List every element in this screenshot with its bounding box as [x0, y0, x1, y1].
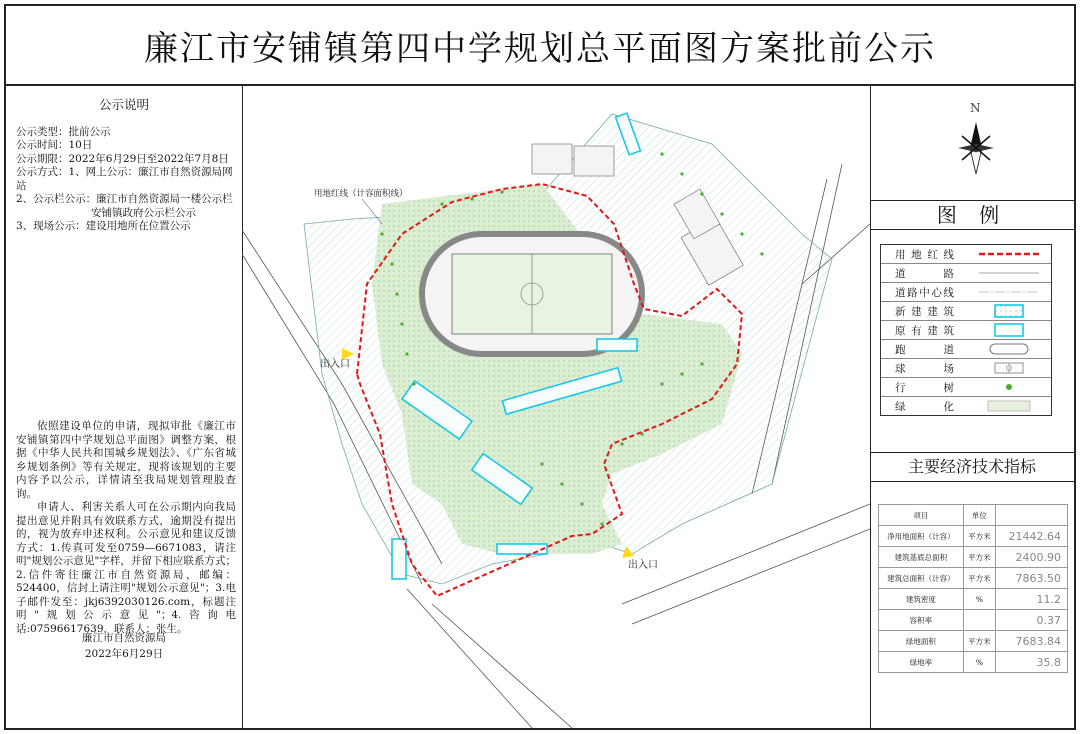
running-track: [422, 234, 642, 354]
indicator-unit: 平方米: [963, 526, 995, 547]
table-row: [879, 631, 1068, 652]
indicator-value: 7683.84: [996, 631, 1068, 652]
indicator-unit: 平方米: [963, 631, 995, 652]
north-arrow: [956, 100, 996, 180]
indicator-value: 11.2: [996, 589, 1068, 610]
notice-line: 公示期限：2022年6月29日至2022年7月8日: [16, 152, 229, 165]
indicator-name: 绿地率: [879, 652, 964, 673]
legend-row: [881, 321, 1051, 340]
entrance-bottom-label: 出入口: [628, 560, 658, 571]
legend-label: 道 路: [895, 267, 954, 280]
notice-heading: 公示说明: [98, 97, 149, 112]
indicator-name: 容积率: [879, 610, 964, 631]
notice-paragraph: 申请人、利害关系人可在公示期内向我局提出意见并附具有效联系方式，逾期没有提出的，视为放弃申述权利。公示意见和建议反馈方式：1.传真可发至0759—6671083，请注明"规划公示意见"字样，并留下相应联系方式；2.信件寄往廉江市自然资源局，邮编：524400，信封上请注明"规划公示意见"；3.电子邮件发至：jkj6392030126.com，标题注明"规划公示意见"；4.咨询电话:07596617639，联系人：张生。: [16, 501, 236, 635]
page-title: 廉江市安铺镇第四中学规划总平面图方案批前公示: [6, 6, 1074, 86]
indicator-name: 净用地面积（计容）: [879, 526, 964, 547]
notice-line: 公示类型：批前公示: [16, 125, 111, 138]
legend-label: 原有建筑: [895, 324, 954, 337]
table-row: [879, 610, 1068, 631]
indicator-value: 35.8: [996, 652, 1068, 673]
notice-list: [6, 126, 242, 234]
compass-icon: [956, 100, 996, 180]
site-plan-map: [242, 84, 871, 728]
indicator-name: 建筑总面积（计容）: [879, 568, 964, 589]
legend-label: 道路中心线: [895, 286, 954, 299]
legend-table: [880, 244, 1052, 416]
indicators-table: [878, 504, 1068, 673]
header-cell: [996, 505, 1068, 526]
indicator-value: 7863.50: [996, 568, 1068, 589]
indicator-value: 21442.64: [996, 526, 1068, 547]
header-cell: 项目: [879, 505, 964, 526]
track-symbol-icon: [989, 343, 1029, 355]
court-symbol-icon: [994, 362, 1024, 374]
table-row: [879, 652, 1068, 673]
notice-line: 公示方式：1、网上公示：廉江市自然资源局网站: [16, 166, 233, 192]
greenery-symbol-icon: [987, 400, 1031, 412]
table-row: [879, 526, 1068, 547]
legend-label: 跑 道: [895, 343, 954, 356]
legend-label: 行 树: [895, 381, 954, 394]
new-building-symbol-icon: [994, 304, 1024, 318]
notice-line: 安铺镇政府公示栏公示: [91, 206, 196, 219]
road-symbol-icon: [979, 270, 1039, 276]
legend-row: [881, 359, 1051, 378]
sheet-frame: [4, 4, 1076, 730]
table-row: [879, 568, 1068, 589]
redline-label: 用地红线（计容面积线）: [314, 189, 408, 199]
indicator-unit: 平方米: [963, 568, 995, 589]
indicators-title: 主要经济技术指标: [870, 452, 1074, 482]
redline-symbol-icon: [979, 251, 1039, 257]
legend-row: [881, 245, 1051, 264]
notice-line: 3、现场公示：建设用地所在位置公示: [16, 220, 191, 232]
legend-label: 新建建筑: [895, 305, 954, 318]
legend-label: 用地红线: [895, 248, 954, 261]
legend-label: 绿 化: [895, 400, 954, 413]
notice-line: 2、公示栏公示：廉江市自然资源局一楼公示栏: [16, 193, 233, 205]
table-header-row: [879, 505, 1068, 526]
indicator-value: 0.37: [996, 610, 1068, 631]
svg-text:N: N: [970, 101, 981, 115]
legend-panel: [870, 84, 1074, 728]
indicator-unit: %: [963, 589, 995, 610]
entrance-left-label: 出入口: [320, 359, 350, 370]
indicator-unit: 平方米: [963, 547, 995, 568]
notice-panel: [6, 84, 243, 728]
table-row: [879, 547, 1068, 568]
table-row: [879, 589, 1068, 610]
legend-title: 图 例: [870, 200, 1074, 230]
header-cell: 单位: [963, 505, 995, 526]
legend-row: [881, 283, 1051, 302]
site-plan-drawing: [242, 84, 870, 728]
indicator-unit: %: [963, 652, 995, 673]
notice-paragraph: 依照建设单位的申请，现拟审批《廉江市安铺镇第四中学规划总平面图》调整方案，根据《中华人民共和国城乡规划法》、《广东省城乡规划条例》等有关规定，现将该规划的主要内容予以公示，详情请至我局规划管理股查询。: [16, 420, 236, 500]
legend-label: 球 场: [895, 362, 954, 375]
legend-row: [881, 264, 1051, 283]
notice-body: [16, 420, 236, 636]
tree-symbol-icon: [1004, 382, 1014, 392]
indicator-unit: [963, 610, 995, 631]
indicator-name: 建筑密度: [879, 589, 964, 610]
notice-line: 公示时间：10日: [16, 139, 93, 151]
indicator-name: 绿地面积: [879, 631, 964, 652]
existing-building-symbol-icon: [994, 323, 1024, 337]
road-centerline-symbol-icon: [979, 289, 1039, 295]
indicator-value: 2400.90: [996, 547, 1068, 568]
legend-row: [881, 378, 1051, 397]
notice-signature: 廉江市自然资源局: [82, 632, 166, 644]
legend-row: [881, 340, 1051, 359]
notice-date: 2022年6月29日: [84, 648, 164, 660]
indicator-name: 建筑基底总面积: [879, 547, 964, 568]
legend-row: [881, 397, 1051, 415]
legend-row: [881, 302, 1051, 321]
